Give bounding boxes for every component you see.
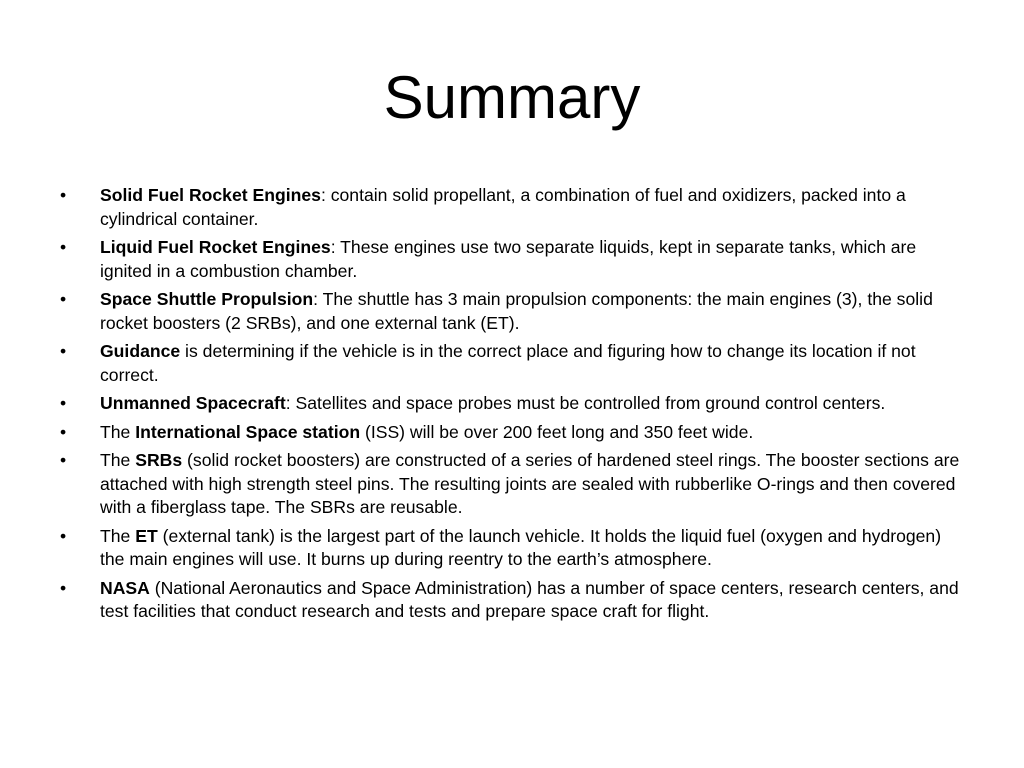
bullet-list: [60, 184, 965, 629]
bullet-item-et: [60, 525, 965, 572]
bullet-icon: •: [60, 341, 67, 361]
bullet-item-guidance: [60, 340, 965, 387]
item-text: (solid rocket boosters) are constructed of a series of hardened steel rings. The booster sections are attached with high strength steel pins. The resulting joints are sealed with rubberlike O-rings and then covered with a fiberglass tape. The SBRs are reusable.: [100, 450, 960, 517]
bullet-icon: •: [60, 185, 67, 205]
bullet-item-srbs: [60, 449, 965, 520]
item-text: (external tank) is the largest part of the launch vehicle. It holds the liquid fuel (oxygen and hydrogen) the main engines will use. It burns up during reentry to the earth’s atmosphere.: [100, 525, 942, 569]
bullet-item-iss: [60, 421, 965, 445]
item-term: Guidance: [100, 341, 181, 361]
item-text: : Satellites and space probes must be controlled from ground control centers.: [285, 393, 886, 413]
item-term: SRBs: [135, 450, 183, 470]
item-term: NASA: [100, 577, 150, 598]
item-prefix: The: [100, 525, 136, 546]
item-term: Space Shuttle Propulsion: [100, 289, 314, 309]
bullet-icon: •: [60, 525, 67, 546]
slide-title: Summary: [383, 64, 641, 131]
item-term: ET: [135, 525, 158, 546]
bullet-icon: •: [60, 450, 67, 470]
bullet-icon: •: [60, 421, 67, 442]
bullet-item-shuttle-propulsion: [60, 288, 965, 335]
bullet-item-unmanned-spacecraft: [60, 392, 965, 416]
item-text: : The shuttle has 3 main propulsion components: the main engines (3), the solid rocket boosters (2 SRBs), and one external tank (ET).: [100, 289, 933, 333]
bullet-item-nasa: [60, 577, 965, 624]
bullet-item-solid-fuel: [60, 184, 965, 231]
bullet-item-liquid-fuel: [60, 236, 965, 283]
item-term: Liquid Fuel Rocket Engines: [100, 237, 331, 257]
item-text: : These engines use two separate liquids, kept in separate tanks, which are ignited in a combustion chamber.: [100, 237, 917, 281]
item-text: (National Aeronautics and Space Administration) has a number of space centers, research centers, and test facilities that conduct research and tests and prepare space craft for flight.: [100, 577, 959, 621]
item-prefix: The: [100, 450, 136, 470]
item-text: (ISS) will be over 200 feet long and 350 feet wide.: [360, 421, 754, 442]
bullet-icon: •: [60, 393, 67, 413]
item-text: is determining if the vehicle is in the correct place and figuring how to change its location if not correct.: [100, 341, 916, 385]
item-term: Solid Fuel Rocket Engines: [100, 185, 321, 205]
item-term: Unmanned Spacecraft: [100, 393, 286, 413]
item-prefix: The: [100, 421, 136, 442]
bullet-icon: •: [60, 289, 67, 309]
item-text: : contain solid propellant, a combination of fuel and oxidizers, packed into a cylindrical container.: [100, 185, 906, 229]
bullet-icon: •: [60, 237, 67, 257]
bullet-icon: •: [60, 577, 67, 598]
item-term: International Space station: [135, 421, 361, 442]
